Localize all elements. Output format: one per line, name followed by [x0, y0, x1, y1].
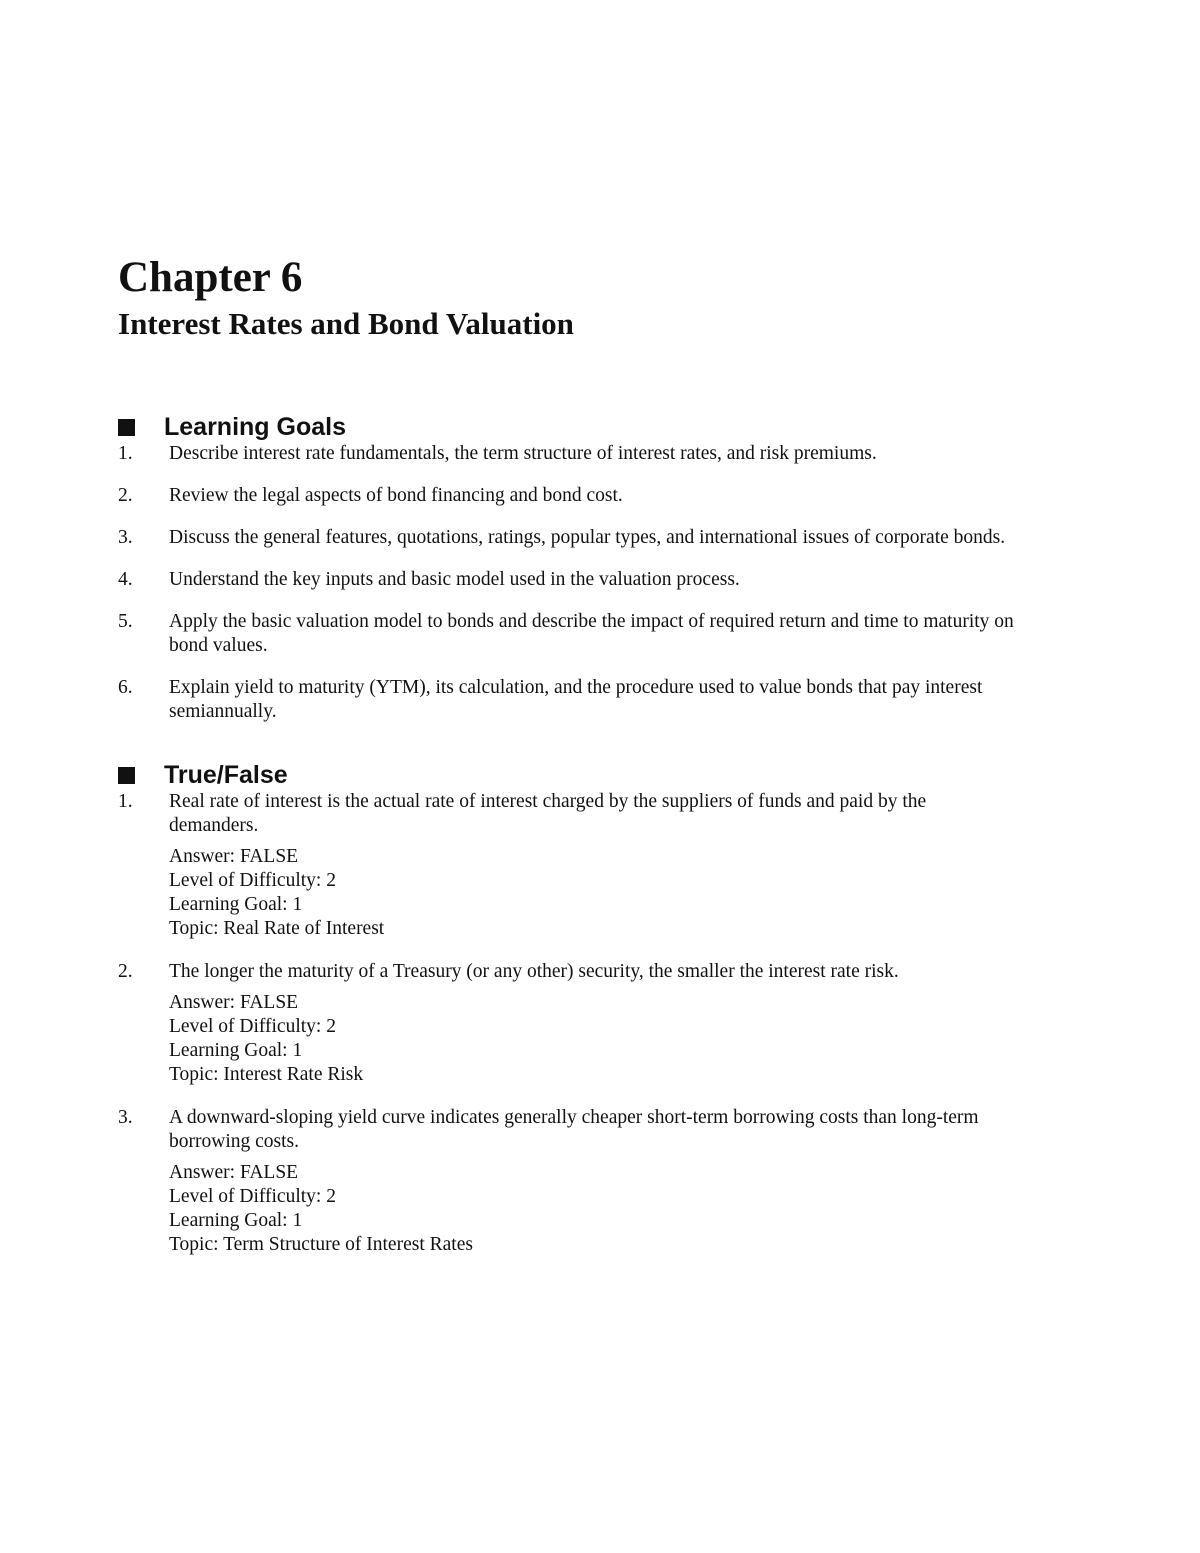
learning-goal-line: Learning Goal: 1 — [169, 1210, 303, 1231]
learning-goal-number: 1. — [118, 443, 133, 464]
learning-goal-text: Review the legal aspects of bond financing and bond cost. — [169, 485, 623, 506]
square-bullet-icon — [118, 767, 135, 784]
learning-goals-list — [118, 442, 1018, 724]
question-text: The longer the maturity of a Treasury (or any other) security, the smaller the interest rate risk. — [169, 961, 899, 982]
question-text: Real rate of interest is the actual rate of interest charged by the suppliers of funds and paid by the demanders. — [169, 791, 927, 836]
true-false-list — [118, 790, 1018, 1257]
learning-goals-heading-text: Learning Goals — [164, 413, 346, 441]
learning-goal-text: Describe interest rate fundamentals, the term structure of interest rates, and risk premiums. — [169, 443, 877, 464]
learning-goal-number: 6. — [118, 677, 133, 698]
learning-goal-text: Explain yield to maturity (YTM), its calculation, and the procedure used to value bonds that pay interest semiannually. — [169, 677, 983, 722]
learning-goal-item — [118, 526, 1018, 550]
question-text: A downward-sloping yield curve indicates generally cheaper short-term borrowing costs than long-term borrowing costs. — [169, 1107, 979, 1152]
question-body — [169, 960, 1018, 1087]
question-number: 1. — [118, 791, 133, 812]
learning-goal-number: 5. — [118, 611, 133, 632]
learning-goal-item — [118, 610, 1018, 658]
true-false-heading — [118, 760, 1018, 790]
learning-goal-number: 4. — [118, 569, 133, 590]
answer-line: Answer: FALSE — [169, 992, 299, 1013]
topic-line: Topic: Interest Rate Risk — [169, 1064, 364, 1085]
learning-goal-text: Discuss the general features, quotations, ratings, popular types, and international issues of corporate bonds. — [169, 527, 1006, 548]
question-number: 3. — [118, 1107, 133, 1128]
learning-goal-text: Apply the basic valuation model to bonds and describe the impact of required return and time to maturity on bond values. — [169, 611, 1014, 656]
question-body — [169, 1106, 1018, 1257]
difficulty-line: Level of Difficulty: 2 — [169, 1016, 336, 1037]
question-number: 2. — [118, 961, 133, 982]
difficulty-line: Level of Difficulty: 2 — [169, 870, 336, 891]
question-meta — [169, 845, 1018, 941]
chapter-subtitle: Interest Rates and Bond Valuation — [118, 306, 574, 341]
learning-goal-text: Understand the key inputs and basic model used in the valuation process. — [169, 569, 740, 590]
answer-line: Answer: FALSE — [169, 846, 299, 867]
true-false-heading-text: True/False — [164, 761, 288, 789]
answer-line: Answer: FALSE — [169, 1162, 299, 1183]
learning-goal-item — [118, 442, 1018, 466]
question-item — [118, 790, 1018, 941]
learning-goal-item — [118, 568, 1018, 592]
chapter-title: Chapter 6 — [118, 254, 303, 301]
learning-goal-line: Learning Goal: 1 — [169, 894, 303, 915]
learning-goal-number: 2. — [118, 485, 133, 506]
question-meta — [169, 991, 1018, 1087]
question-item — [118, 1106, 1018, 1257]
topic-line: Topic: Term Structure of Interest Rates — [169, 1234, 473, 1255]
question-meta — [169, 1161, 1018, 1257]
learning-goal-item — [118, 484, 1018, 508]
learning-goal-item — [118, 676, 1018, 724]
question-body — [169, 790, 1018, 941]
learning-goals-heading — [118, 412, 1018, 442]
document-page — [118, 254, 1018, 1276]
learning-goal-line: Learning Goal: 1 — [169, 1040, 303, 1061]
question-item — [118, 960, 1018, 1087]
learning-goal-number: 3. — [118, 527, 133, 548]
topic-line: Topic: Real Rate of Interest — [169, 918, 385, 939]
square-bullet-icon — [118, 419, 135, 436]
difficulty-line: Level of Difficulty: 2 — [169, 1186, 336, 1207]
